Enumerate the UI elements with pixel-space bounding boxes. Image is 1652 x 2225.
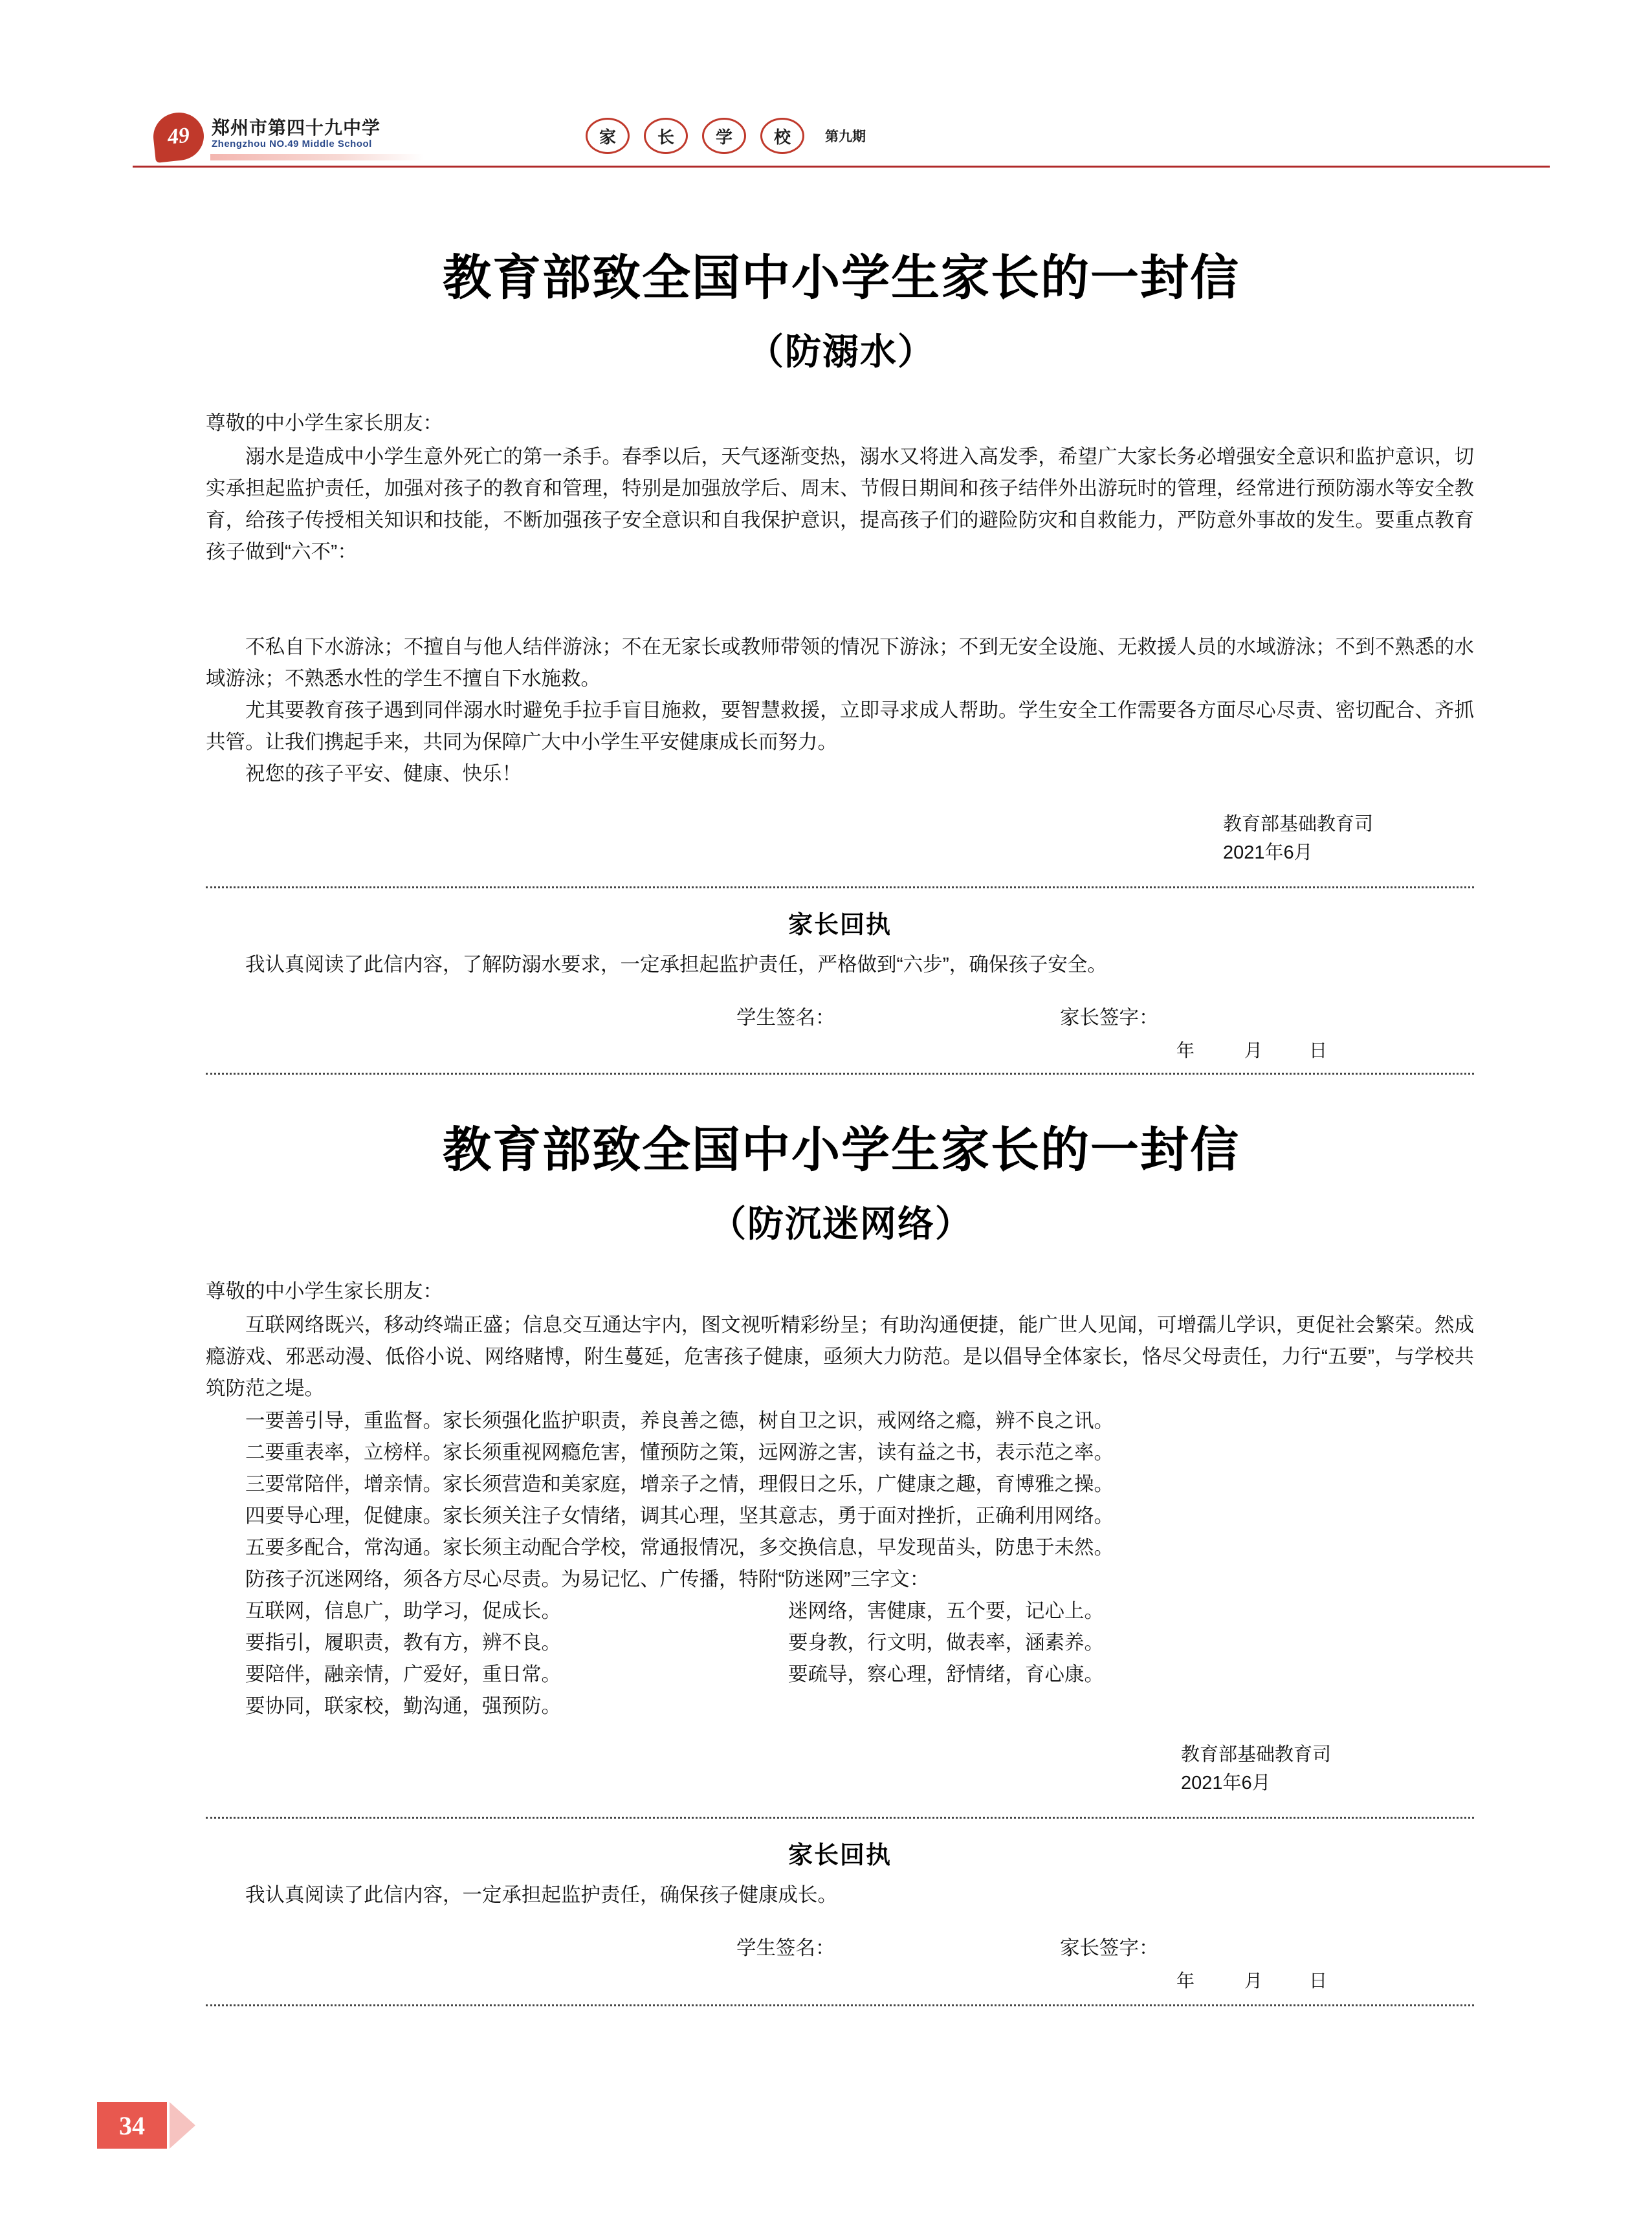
letter1-paragraph-3: 尤其要教育孩子遇到同伴溺水时避免手拉手盲目施救，要智慧救援，立即寻求成人帮助。学生安全工作需要各方面尽心尽责、密切配合、齐抓共管。让我们携起手来，共同为保障广大中小学生平安健康成长而努力。 xyxy=(206,699,1474,753)
letter2-subtitle: （防沉迷网络） xyxy=(710,1205,973,1245)
page-arrow-icon xyxy=(170,2102,195,2149)
letter2-point-6: 防孩子沉迷网络，须各方尽心尽责。为易记忆、广传播，特附“防迷网”三字文： xyxy=(245,1568,930,1590)
page-header xyxy=(133,109,1550,168)
letter2-student-signature-label: 学生签名： xyxy=(736,1937,835,1959)
school-badge-number: 49 xyxy=(166,123,191,149)
letter2-rhyme-1a: 互联网，信息广，助学习，促成长。 xyxy=(245,1600,561,1622)
letter1-title: 教育部致全国中小学生家长的一封信 xyxy=(442,252,1240,305)
letter2-receipt-divider-bottom xyxy=(206,2004,1474,2006)
letter2-signature-org: 教育部基础教育司 xyxy=(1181,1744,1332,1765)
letter1-salutation: 尊敬的中小学生家长朋友： xyxy=(206,412,443,434)
letter2-rhyme-row-1 xyxy=(206,1595,1474,1627)
letter2-rhyme-4a: 要协同，联家校，勤沟通，强预防。 xyxy=(245,1695,561,1717)
letter2-rhyme-row-3 xyxy=(206,1659,1474,1691)
letter2-paragraph-1: 互联网络既兴，移动终端正盛；信息交互通达宇内，图文视听精彩纷呈；有助沟通便捷，能广世人见闻，可增孺儿学识，更促社会繁荣。然成瘾游戏、邪恶动漫、低俗小说、网络赌博，附生蔓延，危害孩子健康，亟须大力防范。是以倡导全体家长，恪尽父母责任，力行“五要”，与学校共筑防范之堤。 xyxy=(206,1314,1474,1399)
letter2-title: 教育部致全国中小学生家长的一封信 xyxy=(442,1124,1240,1178)
letter1-signature-org: 教育部基础教育司 xyxy=(1223,814,1374,835)
school-name-en: Zhengzhou NO.49 Middle School xyxy=(212,138,372,149)
letter1-receipt-divider-bottom xyxy=(206,1073,1474,1075)
letter1-date-row xyxy=(206,1036,1474,1061)
letter1-receipt-title: 家长回执 xyxy=(787,912,892,939)
letter2-rhyme-2b: 要身教，行文明，做表率，涵素养。 xyxy=(788,1632,1104,1654)
letter2-salutation: 尊敬的中小学生家长朋友： xyxy=(206,1280,443,1302)
letter1-signature-date: 2021年6月 xyxy=(1223,842,1313,863)
letter2-date-month-label: 月 xyxy=(1244,1971,1263,1991)
letter2-rhyme-2a: 要指引，履职责，教有方，辨不良。 xyxy=(245,1632,561,1654)
letter2-date-day-label: 日 xyxy=(1309,1971,1328,1991)
letter2-receipt-text: 我认真阅读了此信内容，一定承担起监护责任，确保孩子健康成长。 xyxy=(245,1884,837,1906)
letter1-receipt-divider-top xyxy=(206,886,1474,888)
letter1-paragraph-4: 祝您的孩子平安、健康、快乐！ xyxy=(245,763,522,785)
letter1-date-month-label: 月 xyxy=(1244,1040,1263,1060)
letter1-student-signature-label: 学生签名： xyxy=(736,1007,835,1029)
letter2-rhyme-3a: 要陪伴，融亲情，广爱好，重日常。 xyxy=(245,1663,561,1685)
letter2-date-row xyxy=(206,1967,1474,1991)
letter1-paragraph-2: 不私自下水游泳；不擅自与他人结伴游泳；不在无家长或教师带领的情况下游泳；不到无安全设施、无救援人员的水域游泳；不到不熟悉的水域游泳；不熟悉水性的学生不擅自下水施救。 xyxy=(206,636,1474,690)
badge-char-0: 家 xyxy=(586,118,630,154)
issue-label: 第九期 xyxy=(825,129,866,144)
letter2-rhyme-row-4 xyxy=(206,1691,1474,1722)
letter2-date-year-label: 年 xyxy=(1176,1971,1195,1991)
letter2-rhyme-1b: 迷网络，害健康，五个要，记心上。 xyxy=(788,1600,1104,1622)
letter2-point-4: 四要导心理，促健康。家长须关注子女情绪，调其心理，坚其意志，勇于面对挫折，正确利用网络。 xyxy=(245,1505,1114,1527)
letter1-subtitle: （防溺水） xyxy=(747,333,935,373)
letter2-parent-signature-label: 家长签字： xyxy=(1060,1937,1159,1959)
section-badges xyxy=(586,113,866,159)
page-number: 34 xyxy=(97,2102,167,2149)
logo-underline-decoration xyxy=(210,154,424,160)
letter2-signature-row xyxy=(206,1932,1474,1959)
letter1-paragraph-1: 溺水是造成中小学生意外死亡的第一杀手。春季以后，天气逐渐变热，溺水又将进入高发季，希望广大家长务必增强安全意识和监护意识，切实承担起监护责任，加强对孩子的教育和管理，特别是加强放学后、周末、节假日期间和孩子结伴外出游玩时的管理，经常进行预防溺水等安全教育，给孩子传授相关知识和技能，不断加强孩子安全意识和自我保护意识，提高孩子们的避险防灾和自救能力，严防意外事故的发生。要重点教育孩子做到“六不”： xyxy=(206,446,1474,563)
school-badge-icon xyxy=(151,110,206,163)
letter2-point-5: 五要多配合，常沟通。家长须主动配合学校，常通报情况，多交换信息，早发现苗头，防患于未然。 xyxy=(245,1537,1114,1559)
letter2-receipt-divider-top xyxy=(206,1817,1474,1819)
letter2-rhyme-3b: 要疏导，察心理，舒情绪，育心康。 xyxy=(788,1663,1104,1685)
letter2-rhyme-row-2 xyxy=(206,1627,1474,1659)
letter1-signature-row xyxy=(206,1002,1474,1029)
letter1-receipt-text: 我认真阅读了此信内容，了解防溺水要求，一定承担起监护责任，严格做到“六步”，确保孩子安全。 xyxy=(245,954,1107,976)
page-footer xyxy=(97,2102,291,2149)
letter1-date-day-label: 日 xyxy=(1309,1040,1328,1060)
letter1-parent-signature-label: 家长签字： xyxy=(1060,1007,1159,1029)
badge-char-2: 学 xyxy=(702,118,746,154)
school-logo xyxy=(153,109,425,163)
letter2-point-1: 一要善引导，重监督。家长须强化监护职责，养良善之德，树自卫之识，戒网络之瘾，辨不良之讯。 xyxy=(245,1410,1114,1432)
letter2-signature-date: 2021年6月 xyxy=(1181,1773,1271,1793)
letter2-point-3: 三要常陪伴，增亲情。家长须营造和美家庭，增亲子之情，理假日之乐，广健康之趣，育博雅之操。 xyxy=(245,1473,1114,1495)
badge-char-1: 长 xyxy=(644,118,688,154)
letter1-date-year-label: 年 xyxy=(1176,1040,1195,1060)
badge-char-3: 校 xyxy=(760,118,804,154)
header-divider xyxy=(133,166,1550,168)
letter2-receipt-title: 家长回执 xyxy=(787,1842,892,1869)
letter2-point-2: 二要重表率，立榜样。家长须重视网瘾危害，懂预防之策，远网游之害，读有益之书，表示范之率。 xyxy=(245,1441,1114,1463)
school-name-cn: 郑州市第四十九中学 xyxy=(212,118,381,138)
